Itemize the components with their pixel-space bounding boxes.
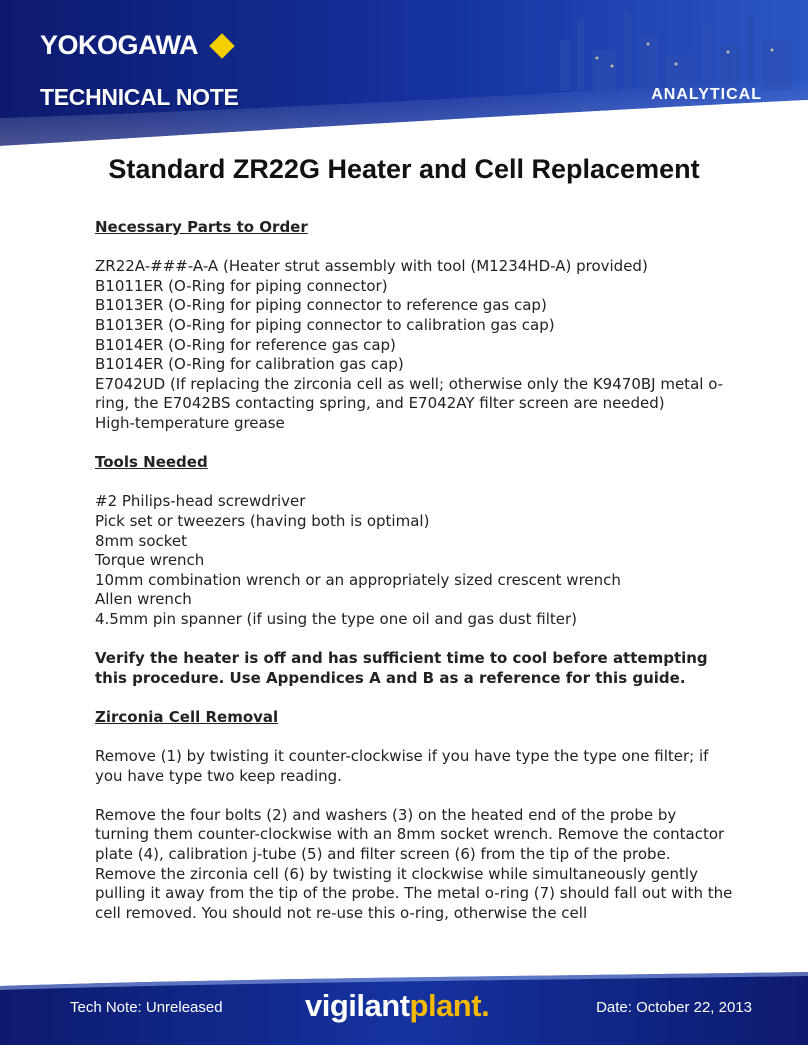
parts-heading: Necessary Parts to Order — [95, 218, 308, 236]
tools-item: Allen wrench — [95, 590, 192, 609]
parts-item: B1014ER (O-Ring for reference gas cap) — [95, 335, 396, 354]
page-title: Standard ZR22G Heater and Cell Replacement — [108, 154, 700, 184]
category-label: ANALYTICAL — [651, 86, 762, 103]
removal-heading: Zirconia Cell Removal — [95, 707, 279, 726]
safety-warning: Verify the heater is off and has sufficient time to cool before attempting this procedure. Use Appendices A and B as a reference for this guide. — [95, 649, 708, 687]
parts-item: B1014ER (O-Ring for calibration gas cap) — [95, 355, 404, 374]
removal-paragraph: Remove (1) by twisting it counter-clockwise if you have type the type one filter; if you have type two keep reading. — [95, 747, 709, 785]
header-banner — [0, 0, 808, 150]
logo-registered-dot: . — [481, 988, 490, 1023]
footer-banner — [0, 972, 808, 1045]
removal-paragraph: Remove the four bolts (2) and washers (3) on the heated end of the probe by turning them counter-clockwise with an 8mm socket wrench. Remove the contactor plate (4), calibration j-tube (5) and filter screen (6) from the tip of the probe. Remove the zirconia cell (6) by twisting it clockwise while simultaneously gently pulling it away from the tip of the probe. The metal o-ring (7) should fall out with the cell removed. You should not re-use this o-ring, otherwise the cell — [95, 805, 733, 922]
parts-item: B1013ER (O-Ring for piping connector to calibration gas cap) — [95, 315, 555, 334]
footer-date: Date: October 22, 2013 — [596, 999, 752, 1016]
document-body — [95, 218, 735, 923]
tools-heading: Tools Needed — [95, 453, 208, 472]
vigilantplant-logo: vigilantplant. — [305, 988, 490, 1023]
tools-item: Torque wrench — [95, 551, 205, 570]
parts-item: ZR22A-###-A-A (Heater strut assembly with tool (M1234HD-A) provided) — [95, 257, 648, 276]
parts-item: High-temperature grease — [95, 413, 285, 432]
note-type: TECHNICAL NOTE — [40, 84, 239, 110]
tools-item: 10mm combination wrench or an appropriately sized crescent wrench — [95, 570, 621, 589]
brand-name: YOKOGAWA — [40, 30, 199, 60]
footer-status: Tech Note: Unreleased — [70, 999, 223, 1016]
tools-item: 4.5mm pin spanner (if using the type one oil and gas dust filter) — [95, 609, 578, 628]
tools-item: 8mm socket — [95, 531, 188, 550]
parts-item: B1011ER (O-Ring for piping connector) — [95, 276, 388, 295]
parts-item: E7042UD (If replacing the zirconia cell as well; otherwise only the K9470BJ metal o-ring, the E7042BS contacting spring, and E7042AY filter screen are needed) — [95, 374, 724, 413]
tools-item: Pick set or tweezers (having both is optimal) — [95, 511, 430, 530]
tools-item: #2 Philips-head screwdriver — [95, 492, 306, 511]
header-background — [0, 0, 808, 150]
parts-item: B1013ER (O-Ring for piping connector to reference gas cap) — [95, 296, 547, 315]
